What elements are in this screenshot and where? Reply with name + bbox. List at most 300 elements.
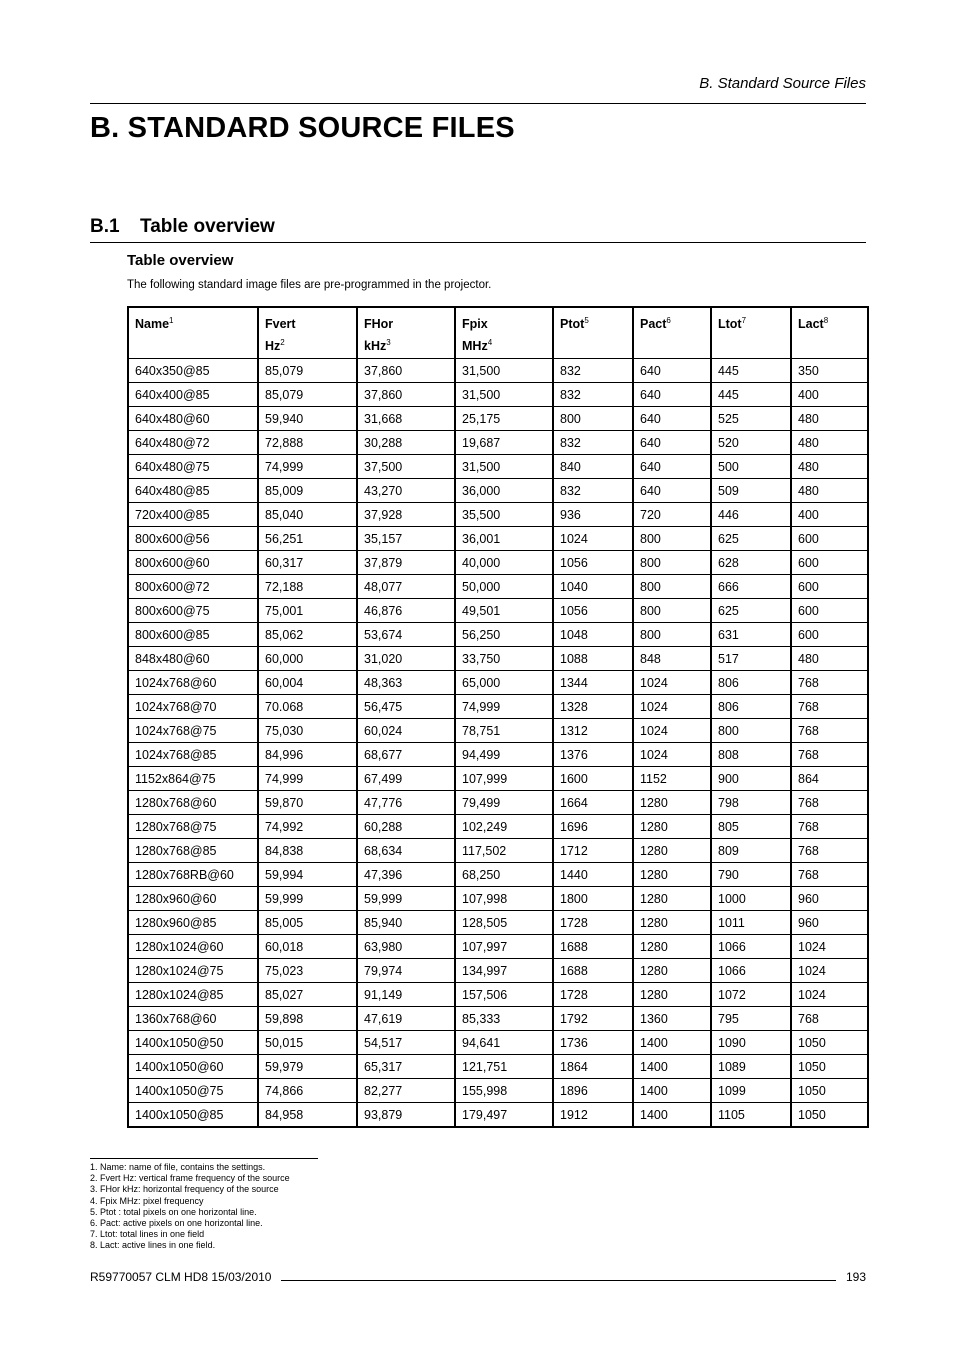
table-cell: 53,674 — [357, 623, 455, 647]
table-cell: 85,027 — [258, 983, 357, 1007]
table-cell: 768 — [791, 695, 868, 719]
chapter-title: B. STANDARD SOURCE FILES — [90, 112, 515, 144]
table-cell: 1896 — [553, 1079, 633, 1103]
table-cell: 900 — [711, 767, 791, 791]
table-cell: 625 — [711, 599, 791, 623]
subsection-title: Table overview — [127, 252, 234, 269]
table-cell: 37,928 — [357, 503, 455, 527]
table-header-row — [128, 307, 868, 359]
table-cell: 768 — [791, 671, 868, 695]
column-header-unit: MHz — [462, 339, 488, 353]
table-cell: 1400 — [633, 1031, 711, 1055]
table-cell: 65,317 — [357, 1055, 455, 1079]
table-cell: 1024 — [791, 959, 868, 983]
table-cell: 47,396 — [357, 863, 455, 887]
table-cell: 1712 — [553, 839, 633, 863]
table-cell: 43,270 — [357, 479, 455, 503]
table-cell: 640x480@85 — [128, 479, 258, 503]
table-cell: 400 — [791, 503, 868, 527]
table-cell: 1312 — [553, 719, 633, 743]
table-cell: 800x600@72 — [128, 575, 258, 599]
table-row — [128, 647, 868, 671]
table-cell: 117,502 — [455, 839, 553, 863]
table-cell: 768 — [791, 1007, 868, 1031]
table-row — [128, 815, 868, 839]
table-cell: 75,023 — [258, 959, 357, 983]
table-row — [128, 1079, 868, 1103]
table-cell: 134,997 — [455, 959, 553, 983]
footnote-item: 8. Lact: active lines in one field. — [90, 1240, 216, 1251]
table-cell: 520 — [711, 431, 791, 455]
table-cell: 1280 — [633, 935, 711, 959]
table-cell: 350 — [791, 359, 868, 383]
table-row — [128, 911, 868, 935]
table-cell: 445 — [711, 359, 791, 383]
column-header-unit: kHz — [364, 339, 387, 353]
table-cell: 107,997 — [455, 935, 553, 959]
table-row — [128, 1031, 868, 1055]
table-cell: 85,062 — [258, 623, 357, 647]
table-cell: 60,317 — [258, 551, 357, 575]
table-cell: 1600 — [553, 767, 633, 791]
table-cell: 640 — [633, 359, 711, 383]
table-cell: 1800 — [553, 887, 633, 911]
table-cell: 1400x1050@50 — [128, 1031, 258, 1055]
table-cell: 36,000 — [455, 479, 553, 503]
table-cell: 640x400@85 — [128, 383, 258, 407]
table-cell: 85,333 — [455, 1007, 553, 1031]
table-cell: 445 — [711, 383, 791, 407]
table-cell: 74,999 — [258, 455, 357, 479]
table-cell: 1056 — [553, 599, 633, 623]
table-cell: 68,250 — [455, 863, 553, 887]
table-cell: 640x350@85 — [128, 359, 258, 383]
table-body — [128, 359, 868, 1128]
source-files-table — [127, 306, 869, 1128]
table-cell: 107,999 — [455, 767, 553, 791]
table-cell: 640 — [633, 455, 711, 479]
table-cell: 1280x1024@75 — [128, 959, 258, 983]
running-header: B. Standard Source Files — [699, 75, 866, 92]
table-cell: 25,175 — [455, 407, 553, 431]
table-cell: 102,249 — [455, 815, 553, 839]
table-cell: 1024x768@85 — [128, 743, 258, 767]
table-cell: 1099 — [711, 1079, 791, 1103]
table-cell: 93,879 — [357, 1103, 455, 1128]
table-cell: 35,500 — [455, 503, 553, 527]
table-cell: 37,500 — [357, 455, 455, 479]
table-cell: 800 — [633, 551, 711, 575]
table-cell: 1280x960@85 — [128, 911, 258, 935]
table-cell: 1280x960@60 — [128, 887, 258, 911]
table-cell: 480 — [791, 479, 868, 503]
table-cell: 75,030 — [258, 719, 357, 743]
table-cell: 121,751 — [455, 1055, 553, 1079]
table-cell: 31,020 — [357, 647, 455, 671]
table-cell: 60,004 — [258, 671, 357, 695]
table-cell: 1376 — [553, 743, 633, 767]
table-cell: 480 — [791, 647, 868, 671]
table-cell: 82,277 — [357, 1079, 455, 1103]
table-cell: 1280x768RB@60 — [128, 863, 258, 887]
table-cell: 59,999 — [258, 887, 357, 911]
table-cell: 40,000 — [455, 551, 553, 575]
table-cell: 49,501 — [455, 599, 553, 623]
section-number: B.1 — [90, 216, 120, 237]
table-cell: 85,079 — [258, 359, 357, 383]
table-cell: 768 — [791, 719, 868, 743]
table-cell: 832 — [553, 383, 633, 407]
table-cell: 1360 — [633, 1007, 711, 1031]
table-cell: 59,979 — [258, 1055, 357, 1079]
table-cell: 480 — [791, 431, 868, 455]
table-cell: 640 — [633, 479, 711, 503]
table-cell: 1864 — [553, 1055, 633, 1079]
table-cell: 1280x1024@60 — [128, 935, 258, 959]
table-cell: 600 — [791, 575, 868, 599]
table-cell: 31,500 — [455, 455, 553, 479]
table-cell: 832 — [553, 359, 633, 383]
section-rule — [90, 242, 866, 243]
table-cell: 36,001 — [455, 527, 553, 551]
table-cell: 59,940 — [258, 407, 357, 431]
table-cell: 848 — [633, 647, 711, 671]
table-row — [128, 863, 868, 887]
table-cell: 78,751 — [455, 719, 553, 743]
table-row — [128, 695, 868, 719]
table-cell: 1400 — [633, 1103, 711, 1128]
table-cell: 720 — [633, 503, 711, 527]
table-cell: 68,677 — [357, 743, 455, 767]
footnote-rule — [90, 1158, 318, 1159]
table-cell: 107,998 — [455, 887, 553, 911]
table-cell: 640 — [633, 407, 711, 431]
table-cell: 1024 — [633, 743, 711, 767]
table-cell: 1050 — [791, 1079, 868, 1103]
table-cell: 54,517 — [357, 1031, 455, 1055]
table-cell: 960 — [791, 887, 868, 911]
table-cell: 19,687 — [455, 431, 553, 455]
table-cell: 31,500 — [455, 383, 553, 407]
table-cell: 1050 — [791, 1031, 868, 1055]
table-cell: 800x600@56 — [128, 527, 258, 551]
table-cell: 1024 — [633, 719, 711, 743]
table-cell: 56,475 — [357, 695, 455, 719]
table-cell: 79,974 — [357, 959, 455, 983]
table-cell: 85,005 — [258, 911, 357, 935]
table-cell: 400 — [791, 383, 868, 407]
table-row — [128, 959, 868, 983]
table-cell: 1400 — [633, 1079, 711, 1103]
table-cell: 936 — [553, 503, 633, 527]
column-header — [357, 307, 455, 359]
table-cell: 84,996 — [258, 743, 357, 767]
footnote-item: 3. FHor kHz: horizontal frequency of the source — [90, 1184, 279, 1195]
footnote-marker: 4 — [487, 337, 493, 347]
table-cell: 1664 — [553, 791, 633, 815]
table-cell: 68,634 — [357, 839, 455, 863]
table-cell: 1088 — [553, 647, 633, 671]
column-header — [128, 307, 258, 359]
table-cell: 1280 — [633, 887, 711, 911]
table-cell: 47,619 — [357, 1007, 455, 1031]
table-cell: 60,018 — [258, 935, 357, 959]
table-row — [128, 1103, 868, 1128]
footnote-marker: 8 — [823, 315, 829, 325]
table-cell: 500 — [711, 455, 791, 479]
column-header — [633, 307, 711, 359]
table-cell: 800 — [633, 527, 711, 551]
table-cell: 56,250 — [455, 623, 553, 647]
table-cell: 70.068 — [258, 695, 357, 719]
table-cell: 48,363 — [357, 671, 455, 695]
table-cell: 600 — [791, 599, 868, 623]
table-cell: 1792 — [553, 1007, 633, 1031]
column-header — [791, 307, 868, 359]
table-cell: 1728 — [553, 911, 633, 935]
table-cell: 72,188 — [258, 575, 357, 599]
table-cell: 35,157 — [357, 527, 455, 551]
column-header-label: Ptot — [560, 317, 585, 331]
column-header-label: Fpix — [462, 317, 488, 331]
table-row — [128, 551, 868, 575]
table-cell: 1152x864@75 — [128, 767, 258, 791]
table-cell: 1440 — [553, 863, 633, 887]
footnote-item: 5. Ptot : total pixels on one horizontal line. — [90, 1206, 257, 1217]
table-cell: 625 — [711, 527, 791, 551]
table-cell: 1066 — [711, 935, 791, 959]
table-cell: 157,506 — [455, 983, 553, 1007]
table-cell: 1056 — [553, 551, 633, 575]
table-cell: 74,866 — [258, 1079, 357, 1103]
document-reference: R59770057 CLM HD8 15/03/2010 — [90, 1270, 272, 1284]
table-cell: 800x600@60 — [128, 551, 258, 575]
table-cell: 1000 — [711, 887, 791, 911]
table-row — [128, 359, 868, 383]
table-cell: 50,000 — [455, 575, 553, 599]
footnote-item: 4. Fpix MHz: pixel frequency — [90, 1195, 204, 1206]
table-cell: 128,505 — [455, 911, 553, 935]
table-cell: 800 — [633, 599, 711, 623]
table-row — [128, 791, 868, 815]
table-cell: 809 — [711, 839, 791, 863]
table-cell: 1360x768@60 — [128, 1007, 258, 1031]
table-row — [128, 623, 868, 647]
table-cell: 628 — [711, 551, 791, 575]
table-cell: 1280x768@85 — [128, 839, 258, 863]
table-row — [128, 503, 868, 527]
footnote-marker: 1 — [169, 315, 174, 325]
table-cell: 1024 — [791, 983, 868, 1007]
table-cell: 1400x1050@75 — [128, 1079, 258, 1103]
table-cell: 1280 — [633, 983, 711, 1007]
table-cell: 1024x768@70 — [128, 695, 258, 719]
table-cell: 832 — [553, 431, 633, 455]
table-row — [128, 431, 868, 455]
column-header — [711, 307, 791, 359]
table-row — [128, 599, 868, 623]
table-cell: 1280 — [633, 791, 711, 815]
table-cell: 74,999 — [455, 695, 553, 719]
table-cell: 85,079 — [258, 383, 357, 407]
table-cell: 31,668 — [357, 407, 455, 431]
table-cell: 631 — [711, 623, 791, 647]
column-header — [258, 307, 357, 359]
table-cell: 446 — [711, 503, 791, 527]
table-cell: 37,879 — [357, 551, 455, 575]
footnote-item: 7. Ltot: total lines in one field — [90, 1229, 205, 1240]
table-cell: 50,015 — [258, 1031, 357, 1055]
table-cell: 48,077 — [357, 575, 455, 599]
table-cell: 1048 — [553, 623, 633, 647]
footnote-marker: 2 — [280, 337, 285, 347]
table-cell: 1105 — [711, 1103, 791, 1128]
table-cell: 1072 — [711, 983, 791, 1007]
table-cell: 640x480@72 — [128, 431, 258, 455]
table-cell: 1912 — [553, 1103, 633, 1128]
table-cell: 1024x768@75 — [128, 719, 258, 743]
table-cell: 1688 — [553, 959, 633, 983]
table-cell: 74,999 — [258, 767, 357, 791]
table-cell: 640x480@75 — [128, 455, 258, 479]
table-cell: 1280 — [633, 839, 711, 863]
table-cell: 1280 — [633, 911, 711, 935]
footnotes-list — [90, 1162, 290, 1252]
table-cell: 1688 — [553, 935, 633, 959]
column-header-label: Name — [135, 317, 170, 331]
table-cell: 1280x1024@85 — [128, 983, 258, 1007]
column-header-label: Fvert — [265, 317, 296, 331]
table-cell: 1024 — [633, 671, 711, 695]
column-header — [553, 307, 633, 359]
table-cell: 640 — [633, 431, 711, 455]
table-cell: 808 — [711, 743, 791, 767]
table-cell: 806 — [711, 695, 791, 719]
table-cell: 84,958 — [258, 1103, 357, 1128]
table-row — [128, 743, 868, 767]
table-cell: 600 — [791, 551, 868, 575]
column-header-label: FHor — [364, 317, 394, 331]
footnote-item: 1. Name: name of file, contains the settings. — [90, 1162, 266, 1172]
table-cell: 666 — [711, 575, 791, 599]
table-cell: 800 — [633, 623, 711, 647]
table-cell: 1024 — [791, 935, 868, 959]
table-cell: 1280x768@60 — [128, 791, 258, 815]
table-cell: 60,288 — [357, 815, 455, 839]
table-cell: 960 — [791, 911, 868, 935]
table-cell: 47,776 — [357, 791, 455, 815]
table-cell: 59,999 — [357, 887, 455, 911]
footnote-marker: 5 — [584, 315, 589, 325]
table-cell: 525 — [711, 407, 791, 431]
table-cell: 65,000 — [455, 671, 553, 695]
table-cell: 720x400@85 — [128, 503, 258, 527]
table-cell: 1400x1050@60 — [128, 1055, 258, 1079]
intro-paragraph: The following standard image files are pre-programmed in the projector. — [127, 279, 492, 291]
table-cell: 79,499 — [455, 791, 553, 815]
table-cell: 600 — [791, 623, 868, 647]
table-cell: 480 — [791, 407, 868, 431]
column-header-label: Ltot — [718, 317, 742, 331]
table-row — [128, 1055, 868, 1079]
table-cell: 1066 — [711, 959, 791, 983]
table-cell: 60,024 — [357, 719, 455, 743]
table-cell: 1328 — [553, 695, 633, 719]
table-cell: 1280 — [633, 815, 711, 839]
table-cell: 1728 — [553, 983, 633, 1007]
table-cell: 1024x768@60 — [128, 671, 258, 695]
column-header — [455, 307, 553, 359]
table-cell: 1050 — [791, 1103, 868, 1128]
table-cell: 1090 — [711, 1031, 791, 1055]
footnote-marker: 6 — [666, 315, 671, 325]
table-cell: 600 — [791, 527, 868, 551]
table-row — [128, 407, 868, 431]
table-cell: 480 — [791, 455, 868, 479]
table-cell: 37,860 — [357, 383, 455, 407]
footnote-marker: 7 — [741, 315, 747, 325]
table-cell: 59,994 — [258, 863, 357, 887]
table-row — [128, 527, 868, 551]
table-cell: 56,251 — [258, 527, 357, 551]
table-cell: 67,499 — [357, 767, 455, 791]
table-row — [128, 479, 868, 503]
table-cell: 1280 — [633, 959, 711, 983]
table-cell: 795 — [711, 1007, 791, 1031]
footnote-item: 6. Pact: active pixels on one horizontal line. — [90, 1218, 263, 1229]
table-cell: 768 — [791, 815, 868, 839]
table-cell: 1089 — [711, 1055, 791, 1079]
table-cell: 768 — [791, 743, 868, 767]
table-cell: 1400x1050@85 — [128, 1103, 258, 1128]
table-cell: 790 — [711, 863, 791, 887]
table-row — [128, 575, 868, 599]
table-cell: 31,500 — [455, 359, 553, 383]
table-row — [128, 383, 868, 407]
section-title — [90, 216, 275, 238]
table-cell: 155,998 — [455, 1079, 553, 1103]
table-row — [128, 887, 868, 911]
table-row — [128, 719, 868, 743]
table-cell: 1280x768@75 — [128, 815, 258, 839]
table-row — [128, 935, 868, 959]
table-cell: 91,149 — [357, 983, 455, 1007]
table-cell: 800 — [711, 719, 791, 743]
table-row — [128, 455, 868, 479]
table-cell: 1024 — [553, 527, 633, 551]
table-cell: 1011 — [711, 911, 791, 935]
table-cell: 74,992 — [258, 815, 357, 839]
table-cell: 60,000 — [258, 647, 357, 671]
section-title-text: Table overview — [140, 216, 275, 237]
table-cell: 63,980 — [357, 935, 455, 959]
table-cell: 30,288 — [357, 431, 455, 455]
table-cell: 798 — [711, 791, 791, 815]
header-rule — [90, 103, 866, 104]
table-cell: 94,641 — [455, 1031, 553, 1055]
table-cell: 33,750 — [455, 647, 553, 671]
table-cell: 75,001 — [258, 599, 357, 623]
table-cell: 46,876 — [357, 599, 455, 623]
table-cell: 59,898 — [258, 1007, 357, 1031]
table-row — [128, 1007, 868, 1031]
table-cell: 768 — [791, 839, 868, 863]
table-cell: 864 — [791, 767, 868, 791]
page-number: 193 — [845, 1270, 866, 1284]
table-cell: 517 — [711, 647, 791, 671]
table-cell: 768 — [791, 791, 868, 815]
table-row — [128, 767, 868, 791]
